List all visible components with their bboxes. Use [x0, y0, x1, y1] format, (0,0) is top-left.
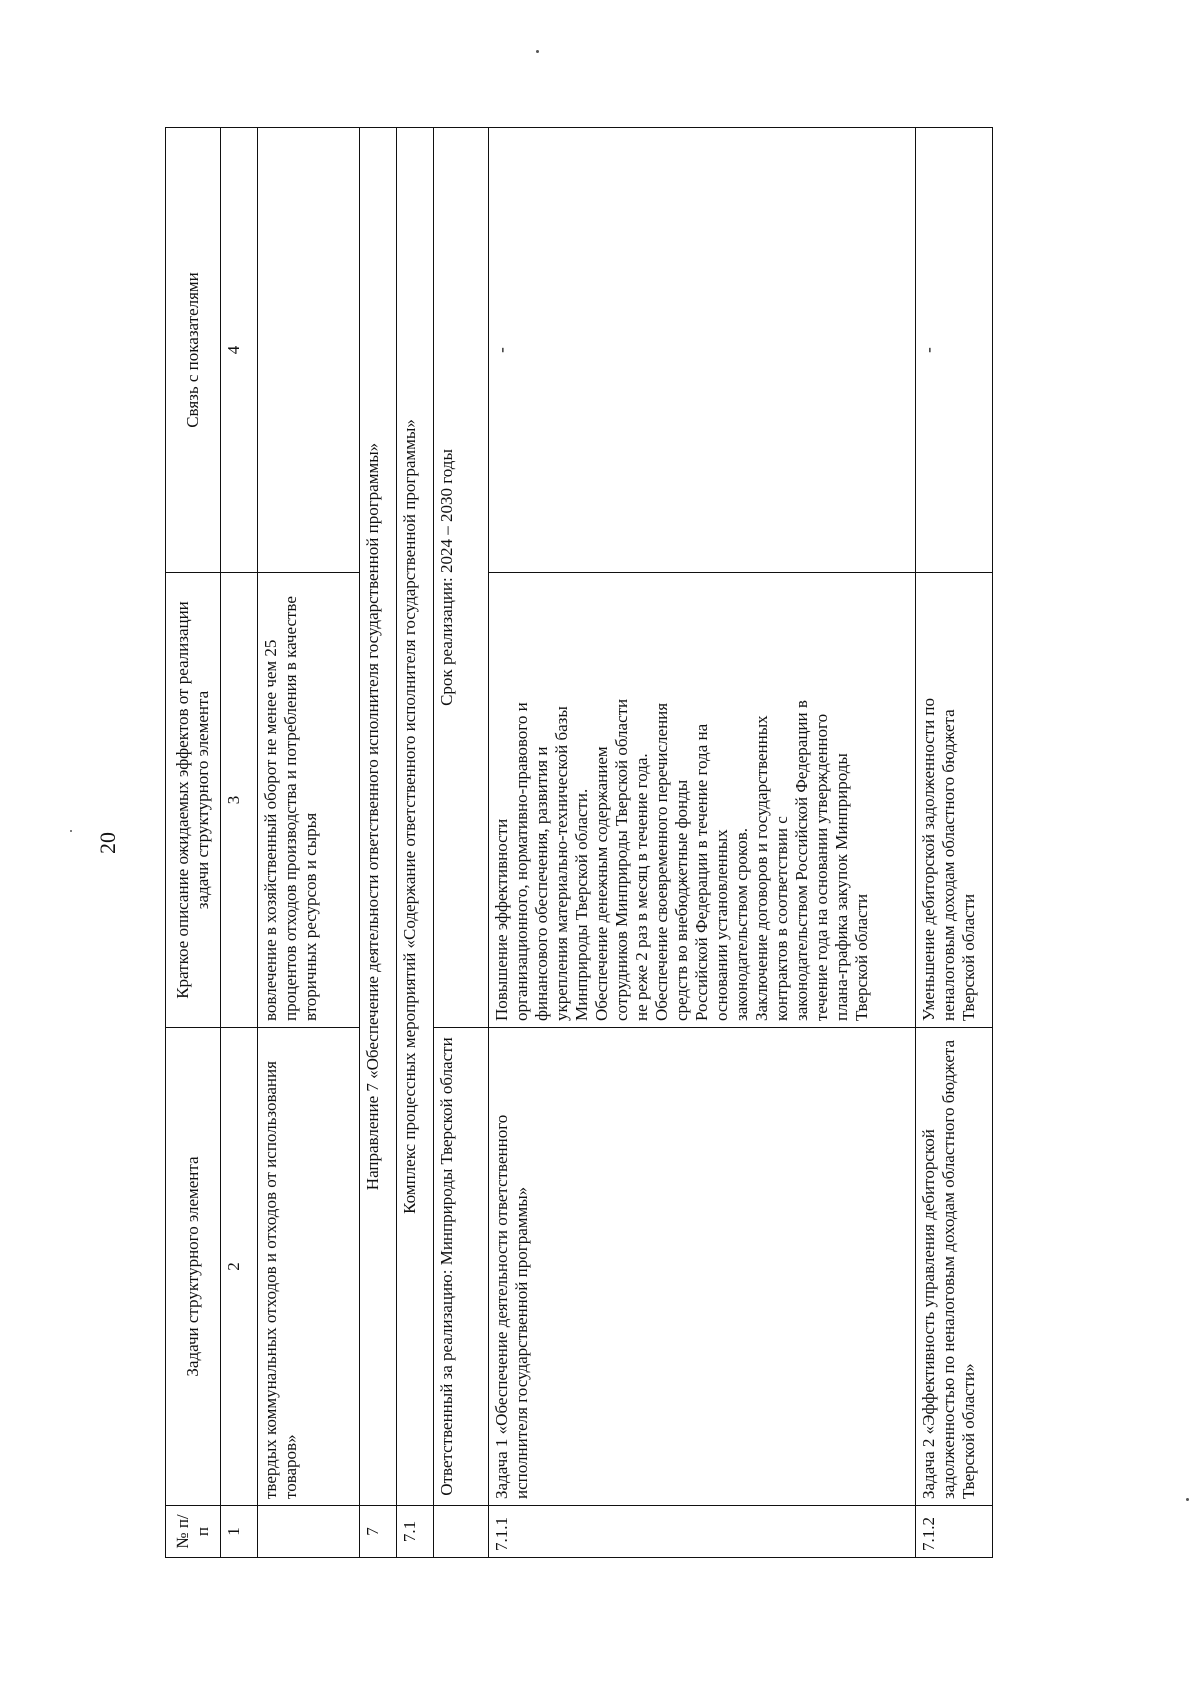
complex-num: 7.1	[397, 1506, 434, 1558]
continuation-link	[258, 128, 360, 573]
effects-line: Обеспечение своевременного перечисления	[652, 702, 671, 1021]
effects-line: основании установленных	[712, 829, 731, 1021]
effects-line: укрепления материально-технической базы	[552, 706, 571, 1021]
table-row	[489, 128, 916, 1558]
task-text: Задача 2 «Эффективность управления дебиторской задолженностью по неналоговым доходам областного бюджета Тверской области»	[916, 1028, 993, 1506]
task-effects	[489, 573, 916, 1028]
structural-elements-table	[165, 127, 993, 1558]
task-link: -	[916, 128, 993, 573]
complex-title: Комплекс процессных мероприятий «Содержание ответственного исполнителя государственной программы»	[397, 128, 434, 1506]
effects-line: законодательством сроков.	[732, 827, 751, 1021]
effects-line: Тверской области	[959, 893, 978, 1021]
task-num: 7.1.2	[916, 1506, 993, 1558]
index-cell-3: 3	[221, 573, 258, 1028]
effects-line: Повышение эффективности	[492, 818, 511, 1021]
continuation-row	[258, 128, 360, 1558]
continuation-effects: вовлечение в хозяйственный оборот не менее чем 25 процентов отходов производства и потребления в качестве вторичных ресурсов и сырья	[258, 573, 360, 1028]
scan-speck	[536, 50, 539, 53]
effects-line: контрактов в соответствии с	[772, 816, 791, 1021]
effects-line: Уменьшение дебиторской задолженности по	[919, 697, 938, 1021]
index-cell-1: 1	[221, 1506, 258, 1558]
direction-row	[360, 128, 397, 1558]
table-row	[916, 128, 993, 1558]
effects-line: организационного, нормативно-правового и	[512, 702, 531, 1021]
effects-line: неналоговым доходам областного бюджета	[939, 709, 958, 1021]
effects-line: законодательством Российской Федерации в	[792, 700, 811, 1021]
responsible-row	[434, 128, 489, 1558]
scan-speck	[70, 830, 72, 832]
task-effects	[916, 573, 993, 1028]
effects-line: Российской Федерации в течение года на	[692, 723, 711, 1021]
term-text: Срок реализации: 2024 – 2030 годы	[434, 128, 489, 1028]
header-effects: Краткое описание ожидаемых эффектов от реализации задачи структурного элемента	[166, 573, 221, 1028]
task-text: Задача 1 «Обеспечение деятельности ответственного исполнителя государственной программы»	[489, 1028, 916, 1506]
effects-line: Минприроды Тверской области.	[572, 788, 591, 1021]
table-container	[165, 128, 1200, 1558]
effects-line: Заключение договоров и государственных	[752, 715, 771, 1021]
effects-line: течение года на основании утвержденного	[812, 713, 831, 1021]
effects-line: средств во внебюджетные фонды	[672, 779, 691, 1021]
page-number: 20	[95, 832, 120, 854]
header-tasks: Задачи структурного элемента	[166, 1028, 221, 1506]
direction-title: Направление 7 «Обеспечение деятельности ответственного исполнителя государственной программы»	[360, 128, 397, 1506]
responsible-text: Ответственный за реализацию: Минприроды Тверской области	[434, 1028, 489, 1506]
effects-line: Обеспечение денежным содержанием	[592, 746, 611, 1021]
effects-line: плана-графика закупок Минприроды	[832, 753, 851, 1021]
index-cell-4: 4	[221, 128, 258, 573]
index-row	[221, 128, 258, 1558]
header-num: № п/п	[166, 1506, 221, 1558]
effects-line: сотрудников Минприроды Тверской области	[612, 698, 631, 1021]
continuation-num	[258, 1506, 360, 1558]
direction-num: 7	[360, 1506, 397, 1558]
effects-line: финансового обеспечения, развития и	[532, 746, 551, 1021]
continuation-task: твердых коммунальных отходов и отходов от использования товаров»	[258, 1028, 360, 1506]
effects-line: Тверской области	[852, 893, 871, 1021]
task-link: -	[489, 128, 916, 573]
index-cell-2: 2	[221, 1028, 258, 1506]
task-num: 7.1.1	[489, 1506, 916, 1558]
header-link: Связь с показателями	[166, 128, 221, 573]
complex-row	[397, 128, 434, 1558]
scan-speck	[1186, 1498, 1189, 1501]
responsible-empty	[434, 1506, 489, 1558]
effects-line: не реже 2 раз в месяц в течение года.	[632, 753, 651, 1021]
header-row	[166, 128, 221, 1558]
